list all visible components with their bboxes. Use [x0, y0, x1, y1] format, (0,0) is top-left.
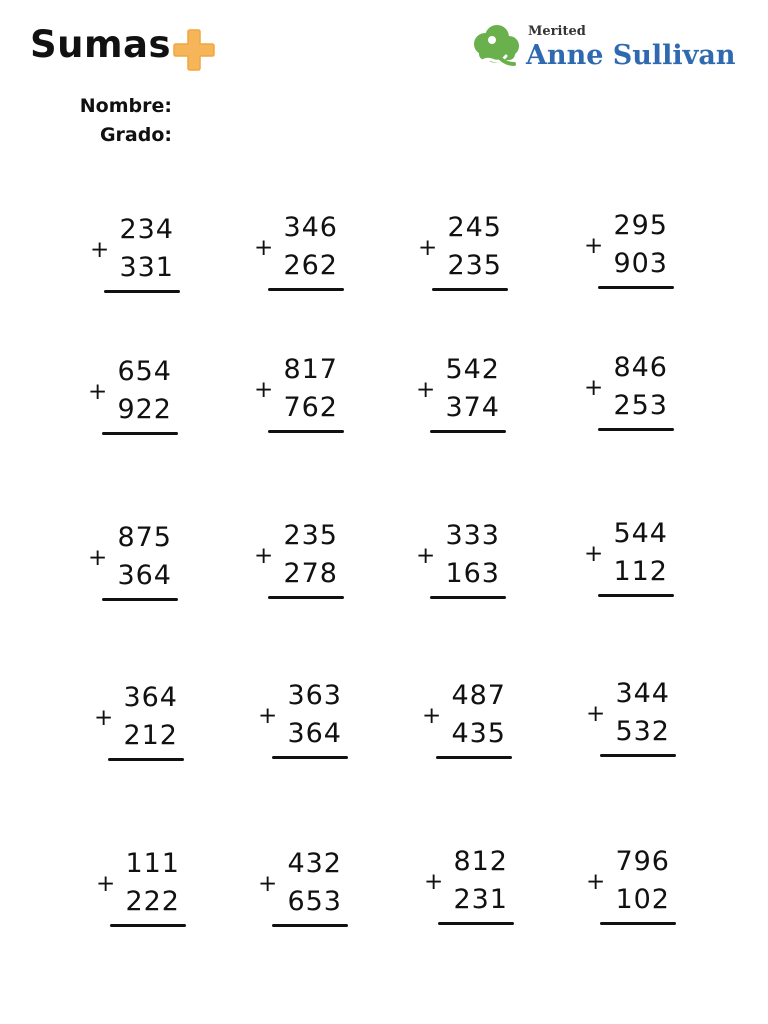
- answer-line: [432, 288, 508, 291]
- brand-subtitle: Merited: [528, 24, 586, 39]
- answer-line: [600, 754, 676, 757]
- plus-sign: +: [88, 379, 108, 405]
- plus-sign: +: [422, 703, 442, 729]
- answer-line: [104, 290, 180, 293]
- top-addend: 812: [453, 846, 508, 877]
- plus-sign: +: [90, 237, 110, 263]
- addition-problem-13: [94, 682, 184, 764]
- bottom-addend: 253: [613, 390, 668, 421]
- addition-problem-16: [586, 678, 676, 760]
- top-addend: 295: [613, 210, 668, 241]
- bottom-addend: 435: [451, 718, 506, 749]
- bottom-addend: 364: [117, 560, 172, 591]
- answer-line: [598, 286, 674, 289]
- answer-line: [108, 758, 184, 761]
- bottom-addend: 235: [447, 250, 502, 281]
- bottom-addend: 231: [453, 884, 508, 915]
- addition-problem-9: [88, 522, 178, 604]
- page-title: Sumas: [30, 23, 172, 66]
- answer-line: [438, 922, 514, 925]
- top-addend: 235: [283, 520, 338, 551]
- addition-problem-6: [254, 354, 344, 436]
- bottom-addend: 163: [445, 558, 500, 589]
- addition-problem-12: [584, 518, 674, 600]
- top-addend: 846: [613, 352, 668, 383]
- bottom-addend: 222: [125, 886, 180, 917]
- answer-line: [598, 594, 674, 597]
- bottom-addend: 653: [287, 886, 342, 917]
- bottom-addend: 278: [283, 558, 338, 589]
- answer-line: [430, 596, 506, 599]
- answer-line: [600, 922, 676, 925]
- top-addend: 432: [287, 848, 342, 879]
- plus-sign: +: [418, 235, 438, 261]
- top-addend: 245: [447, 212, 502, 243]
- plus-sign: +: [254, 377, 274, 403]
- plus-sign: +: [586, 869, 606, 895]
- bottom-addend: 364: [287, 718, 342, 749]
- addition-problem-14: [258, 680, 348, 762]
- top-addend: 363: [287, 680, 342, 711]
- name-label: Nombre:: [79, 95, 172, 117]
- top-addend: 111: [125, 848, 180, 879]
- answer-line: [102, 432, 178, 435]
- answer-line: [272, 756, 348, 759]
- answer-line: [102, 598, 178, 601]
- plus-sign: +: [258, 871, 278, 897]
- bottom-addend: 331: [119, 252, 174, 283]
- addition-problem-10: [254, 520, 344, 602]
- plus-sign: +: [424, 869, 444, 895]
- addition-problem-3: [418, 212, 508, 294]
- bottom-addend: 922: [117, 394, 172, 425]
- plus-sign: +: [416, 377, 436, 403]
- top-addend: 544: [613, 518, 668, 549]
- answer-line: [268, 288, 344, 291]
- plus-sign: +: [254, 543, 274, 569]
- addition-problem-1: [90, 214, 180, 296]
- addition-problem-8: [584, 352, 674, 434]
- addition-problem-19: [424, 846, 514, 928]
- top-addend: 654: [117, 356, 172, 387]
- addition-problem-17: [96, 848, 186, 930]
- bottom-addend: 212: [123, 720, 178, 751]
- addition-problem-18: [258, 848, 348, 930]
- top-addend: 875: [117, 522, 172, 553]
- answer-line: [436, 756, 512, 759]
- addition-problem-11: [416, 520, 506, 602]
- plus-sign: +: [258, 703, 278, 729]
- bottom-addend: 112: [613, 556, 668, 587]
- bottom-addend: 762: [283, 392, 338, 423]
- plus-sign: +: [416, 543, 436, 569]
- top-addend: 333: [445, 520, 500, 551]
- grade-label: Grado:: [99, 124, 172, 146]
- addition-problem-2: [254, 212, 344, 294]
- addition-problem-15: [422, 680, 512, 762]
- plus-sign: +: [584, 541, 604, 567]
- answer-line: [268, 430, 344, 433]
- top-addend: 542: [445, 354, 500, 385]
- top-addend: 487: [451, 680, 506, 711]
- answer-line: [598, 428, 674, 431]
- bottom-addend: 532: [615, 716, 670, 747]
- top-addend: 796: [615, 846, 670, 877]
- plus-sign: +: [584, 233, 604, 259]
- addition-problem-7: [416, 354, 506, 436]
- top-addend: 346: [283, 212, 338, 243]
- brand-name: Anne Sullivan: [526, 40, 736, 71]
- answer-line: [268, 596, 344, 599]
- plus-sign: +: [586, 701, 606, 727]
- top-addend: 364: [123, 682, 178, 713]
- addition-problem-20: [586, 846, 676, 928]
- plus-sign: +: [94, 705, 114, 731]
- bottom-addend: 903: [613, 248, 668, 279]
- top-addend: 234: [119, 214, 174, 245]
- answer-line: [430, 430, 506, 433]
- top-addend: 344: [615, 678, 670, 709]
- addition-problem-4: [584, 210, 674, 292]
- answer-line: [110, 924, 186, 927]
- bottom-addend: 262: [283, 250, 338, 281]
- plus-sign: +: [254, 235, 274, 261]
- plus-sign: +: [88, 545, 108, 571]
- top-addend: 817: [283, 354, 338, 385]
- answer-line: [272, 924, 348, 927]
- bottom-addend: 374: [445, 392, 500, 423]
- addition-problem-5: [88, 356, 178, 438]
- plus-sign: +: [96, 871, 116, 897]
- plus-sign: +: [584, 375, 604, 401]
- bottom-addend: 102: [615, 884, 670, 915]
